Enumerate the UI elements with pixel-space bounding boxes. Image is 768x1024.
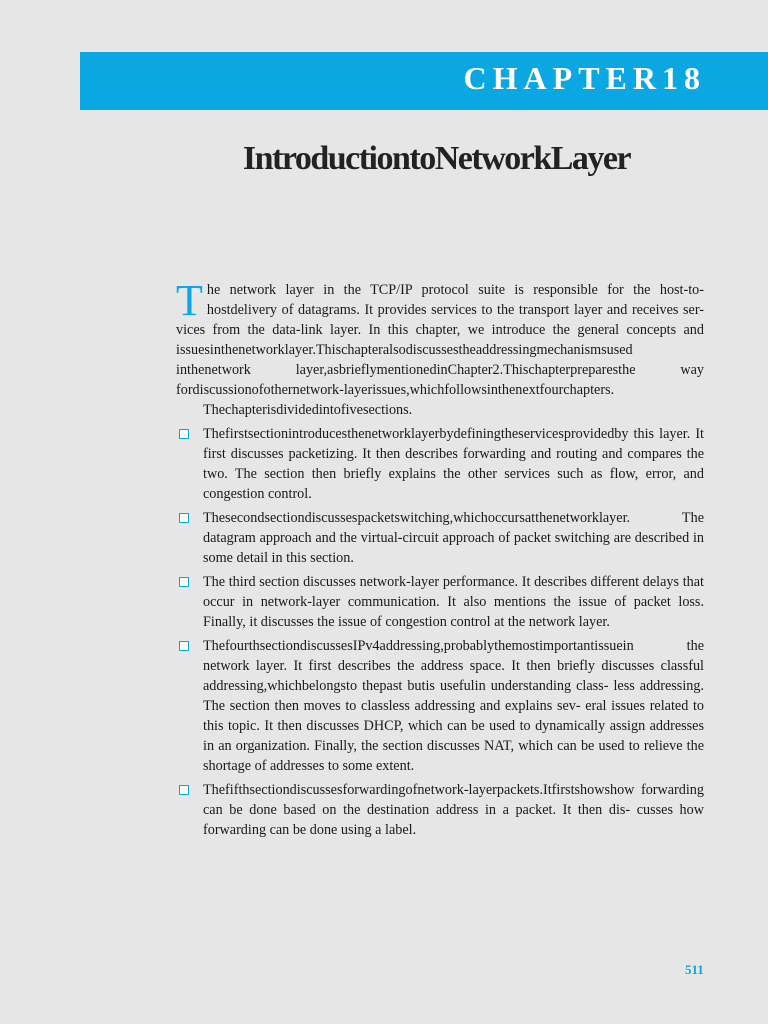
chapter-body <box>176 276 704 844</box>
list-item <box>176 508 704 568</box>
page-title: IntroductiontoNetworkLayer <box>242 140 631 177</box>
square-bullet-icon <box>179 513 189 523</box>
list-item <box>176 572 704 632</box>
square-bullet-icon <box>179 577 189 587</box>
sections-intro-line: Thechapterisdividedintofivesections. <box>203 402 413 418</box>
list-item <box>176 424 704 504</box>
intro-text: he network layer in the TCP/IP protocol suite is responsible for the host-to-hostdelivery of datagrams. It provides services to the transport layer and receives ser- vices from the data-link layer. In this chapter, we introduce the general concepts and issuesinthenetworklayer.Thischapteralsodiscussestheaddressingmechanismsused inthenetwork layer,asbrieflymentionedinChapter2.Thischapterpreparesthe way fordiscussionofothernetwork-layerissues,whichfollowsinthenextfourchapters. <box>176 282 704 398</box>
list-item-text: Thesecondsectiondiscussespacketswitching,whichoccursatthenetworklayer. The datagram approach and the virtual-circuit approach of packet switching are described in some detail in this section. <box>203 510 704 566</box>
list-item-text: The third section discusses network-layer performance. It describes different delays that occur in network-layer communication. It also mentions the issue of packet loss. Finally, it discusses the issue of congestion control at the network layer. <box>203 574 704 630</box>
intro-paragraph <box>176 276 704 400</box>
list-item-text: Thefirstsectionintroducesthenetworklayerbydefiningtheservicesprovidedby this layer. It first discusses packetizing. It then describes forwarding and routing and compares the two. The section then briefly explains the other services such as flow, error, and congestion control. <box>203 426 704 502</box>
list-item-text: ThefourthsectiondiscussesIPv4addressing,probablythemostimportantissuein the network layer. It first describes the address space. It then briefly discusses classful addressing,whichbelongsto thepast butis usefulin understanding class- less addressing. The section then moves to classless addressing and explains sev- eral issues related to this topic. It then discusses DHCP, which can be used to dynamically assign addresses in an organization. Finally, the section discusses NAT, which can be used to relieve the shortage of addresses to some extent. <box>203 638 704 774</box>
square-bullet-icon <box>179 641 189 651</box>
drop-cap: T <box>176 276 203 325</box>
list-item <box>176 636 704 776</box>
section-list <box>176 424 704 840</box>
list-item <box>176 780 704 840</box>
list-item-text: Thefifthsectiondiscussesforwardingofnetwork-layerpackets.Itfirstshowshow forwarding can be done based on the destination address in a packet. It then dis- cusses how forwarding can be done using a label. <box>203 782 704 838</box>
chapter-banner <box>80 52 768 110</box>
chapter-label: CHAPTER18 <box>463 60 706 96</box>
square-bullet-icon <box>179 785 189 795</box>
page-number: 511 <box>685 962 704 977</box>
square-bullet-icon <box>179 429 189 439</box>
